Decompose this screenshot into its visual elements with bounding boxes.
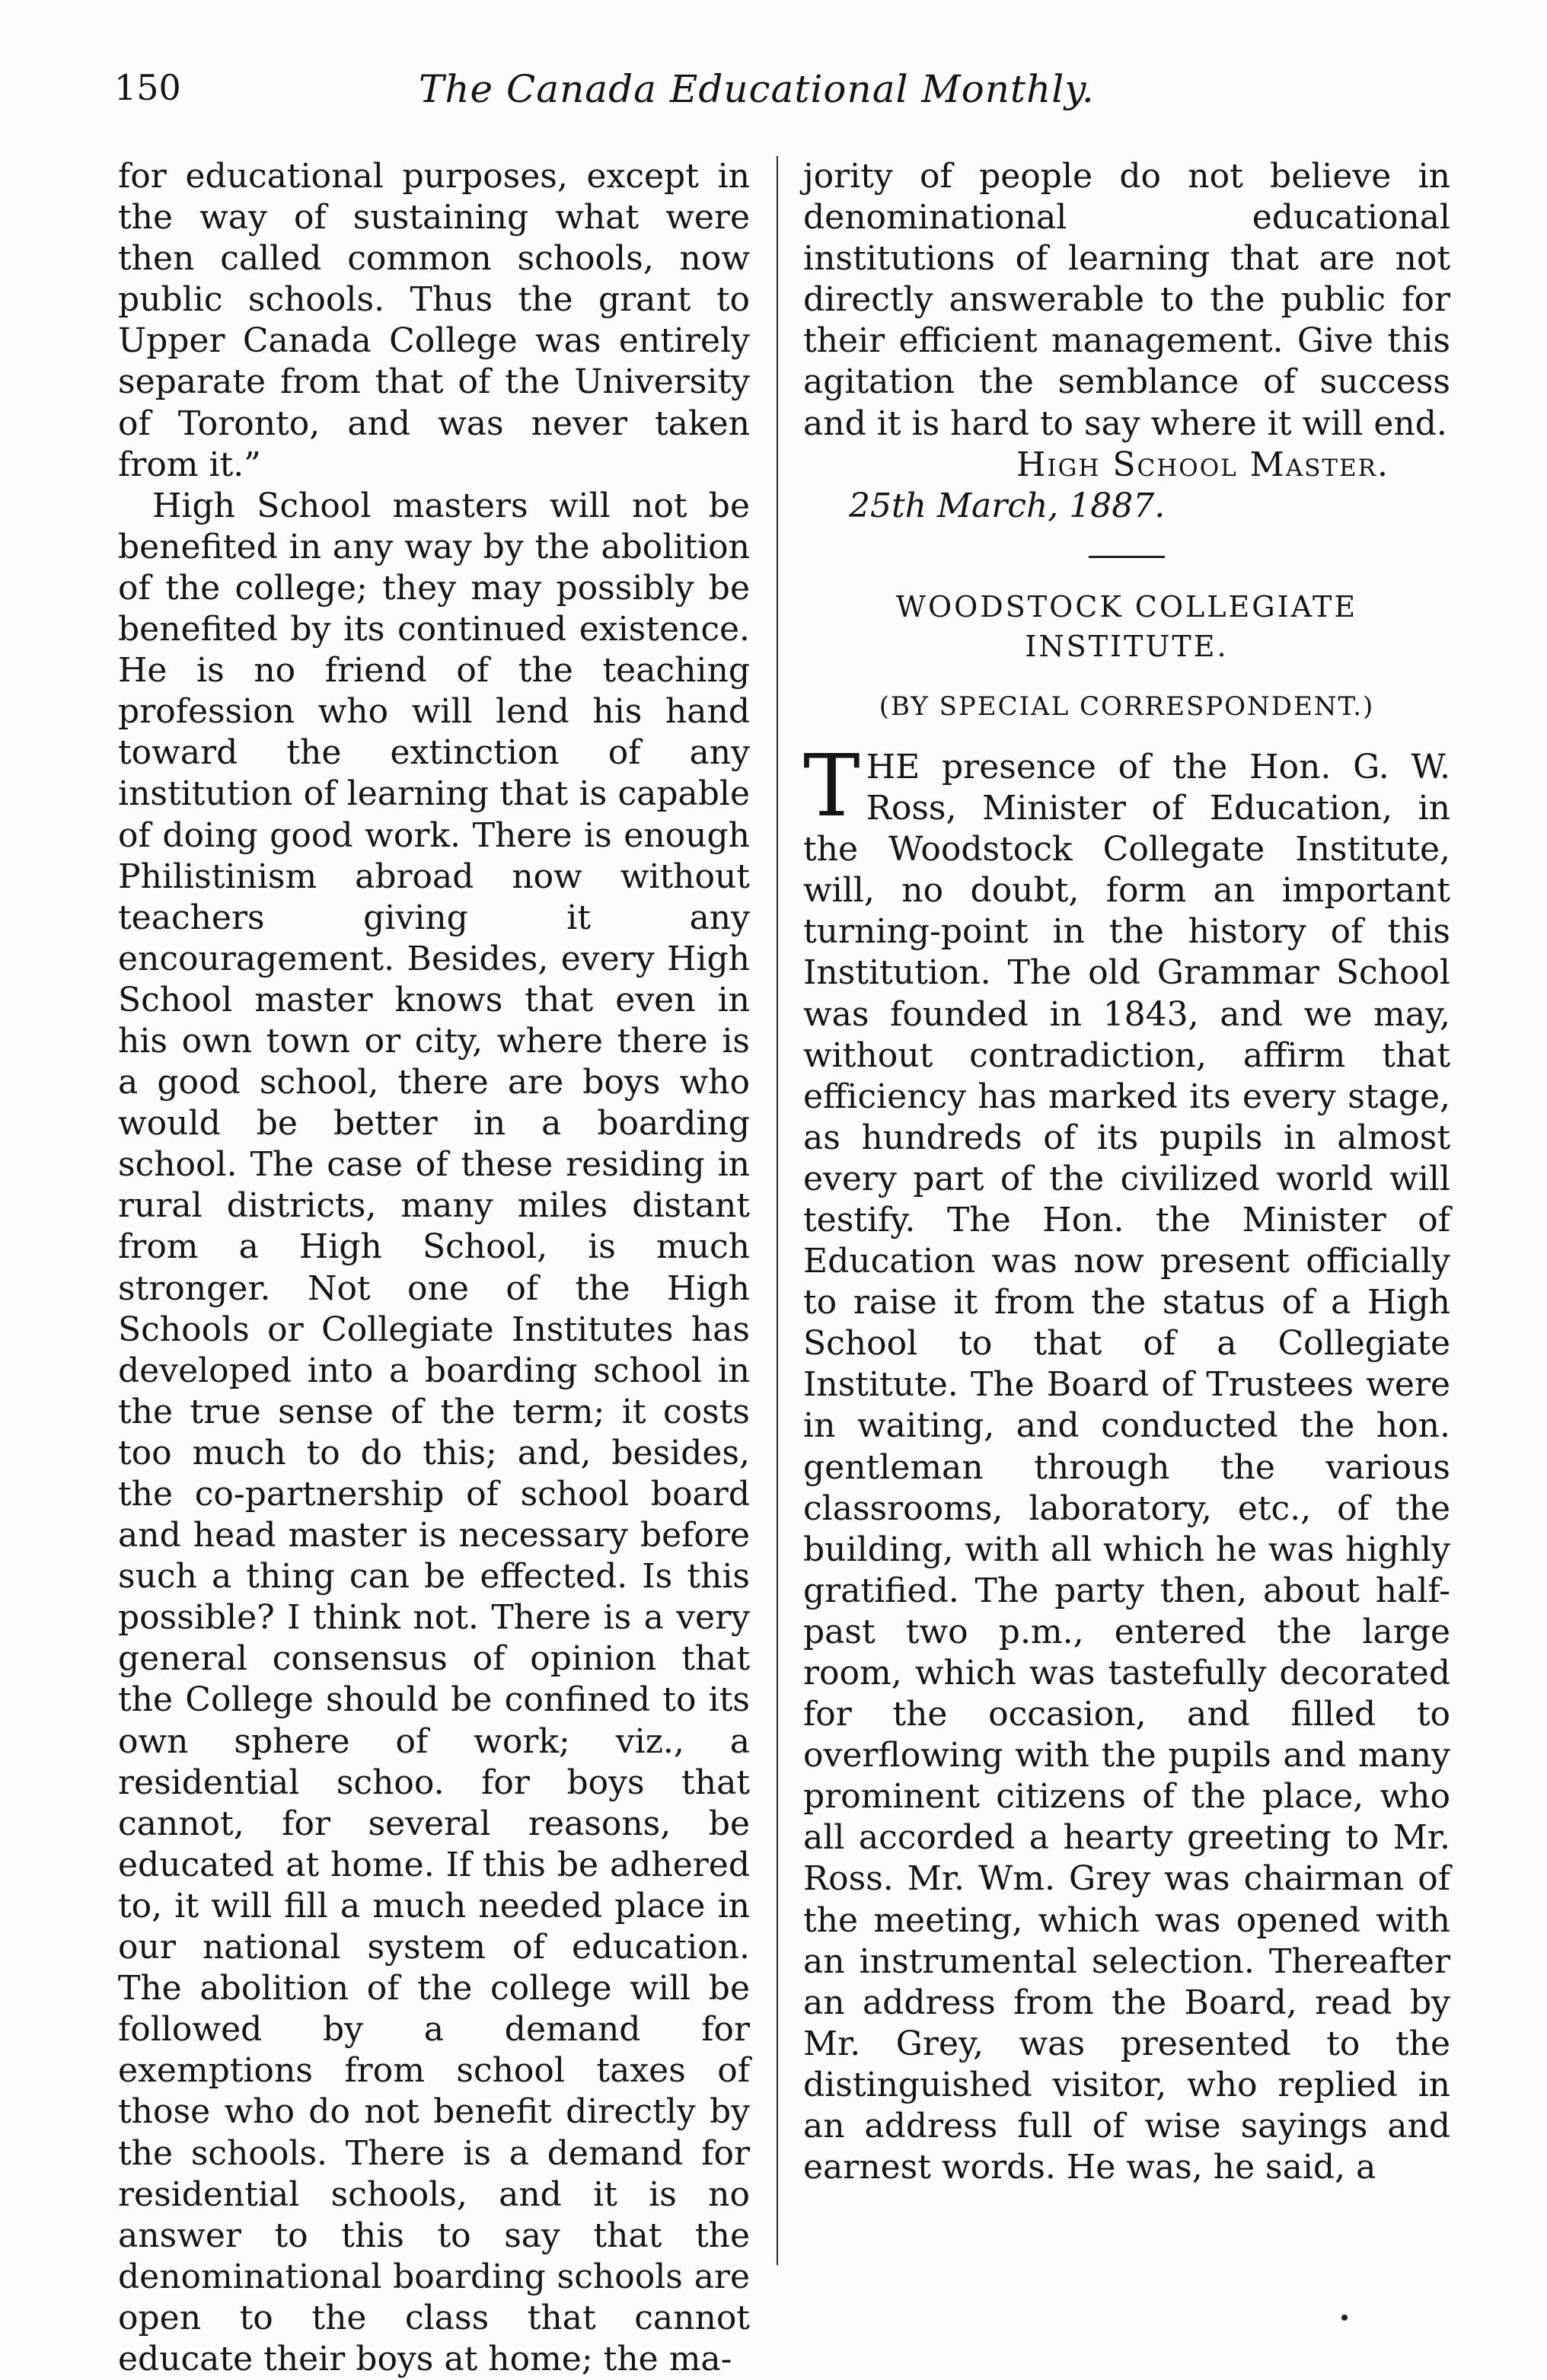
running-title: The Canada Educational Monthly. [419, 67, 1095, 111]
page-header [114, 67, 1134, 120]
right-column [803, 156, 1450, 2188]
byline: (BY SPECIAL CORRESPONDENT.) [879, 691, 1375, 722]
page-number: 150 [114, 67, 181, 108]
left-column [118, 156, 750, 2380]
section-rule [1089, 556, 1165, 558]
paragraph: for educational purposes, except in the way of sustaining what were then called common schools, now public schools. Thus the grant to Upper Canada College was entirely separate from that of the University of Toronto, and was never taken from it.” [118, 157, 750, 484]
column-divider [777, 156, 778, 2265]
article-paragraph: THE presence of the Hon. G. W. Ross, Minister of Education, in the Woodstock Collegate Institute, will, no doubt, form an important turning-point in the history of this Institution. The old Grammar School was founded in 1843, and we may, without contradiction, affirm that efficiency has marked its every stage, as hundreds of its pupils in almost every part of the civilized world will testify. The Hon. the Minister of Education was now present officially to raise it from the status of a High School to that of a Collegiate Institute. The Board of Trustees were in waiting, and conducted the hon. gentleman through the various classrooms, laboratory, etc., of the building, with all which he was highly gratified. The party then, about half-past two p.m., entered the large room, which was tastefully decorated for the occasion, and filled to overflowing with the pupils and many prominent citizens of the place, who all accorded a hearty greeting to Mr. Ross. Mr. Wm. Grey was chairman of the meeting, which was opened with an instrumental selection. Thereafter an address from the Board, read by Mr. Grey, was presented to the distinguished visitor, who replied in an address full of wise sayings and earnest words. He was, he said, a [803, 736, 1450, 2187]
article-heading-line: WOODSTOCK COLLEGIATE [895, 589, 1358, 624]
dateline: 25th March, 1887. [849, 486, 1166, 525]
article-heading-line: INSTITUTE. [1025, 629, 1229, 663]
paragraph: High School masters will not be benefited in any way by the abolition of the college; they may possibly be benefited by its continued existence. He is no friend of the teaching profession who will lend his hand toward the extinction of any institution of learning that is capable of doing good work. There is enough Philistinism abroad now without teachers giving it any encouragement. Besides, every High School master knows that even in his own town or city, where there is a good school, there are boys who would be better in a boarding school. The case of these residing in rural districts, many miles distant from a High School, is much stronger. Not one of the High Schools or Collegiate Institutes has developed into a boarding school in the true sense of the term; it costs too much to do this; and, besides, the co-partnership of school board and head master is necessary before such a thing can be effected. Is this possible? I think not. There is a very general consensus of opinion that the College should be confined to its own sphere of work; viz., a residential schoo. for boys that cannot, for several reasons, be educated at home. If this be adhered to, it will fill a much needed place in our national system of education. The abolition of the college will be followed by a demand for exemptions from school taxes of those who do not benefit directly by the schools. There is a demand for residential schools, and it is no answer to this to say that the denominational boarding schools are open to the class that cannot educate their boys at home; the ma- [118, 486, 750, 2378]
article-heading [803, 587, 1450, 666]
paragraph: jority of people do not believe in denominational educational institutions of learning that are not directly answerable to the public for their efficient management. Give this agitation the semblance of success and it is hard to say where it will end. [803, 157, 1450, 443]
signature: High School Master. [1016, 445, 1389, 484]
stray-mark [1341, 2315, 1348, 2321]
